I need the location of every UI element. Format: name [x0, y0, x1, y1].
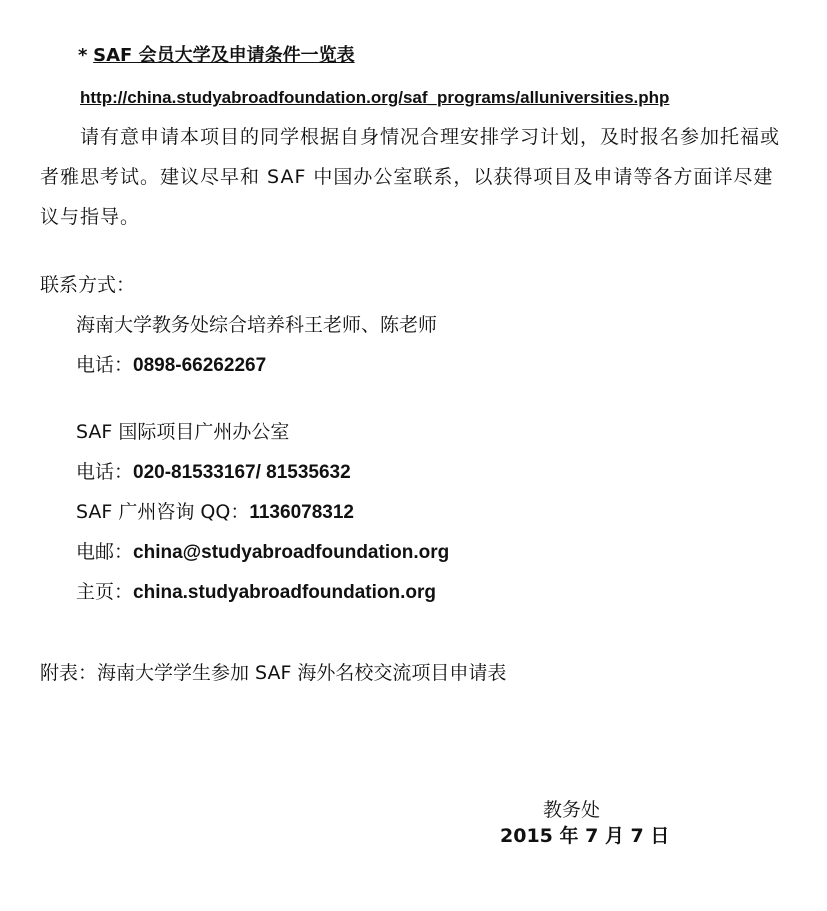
hainan-phone-value: 0898-66262267	[133, 355, 267, 376]
reference-url-link[interactable]: http://china.studyabroadfoundation.org/saf_programs/alluniversities.php	[80, 88, 670, 107]
saf-homepage-label: 主页：	[76, 581, 134, 603]
signature-department: 教务处	[543, 799, 601, 821]
advice-paragraph: 请有意申请本项目的同学根据自身情况合理安排学习计划，及时报名参加托福或者雅思考试。建议尽早和 SAF 中国办公室联系，以获得项目及申请等各方面详尽建议与指导。	[40, 126, 781, 228]
hainan-phone-label: 电话：	[76, 354, 134, 376]
reference-title-link[interactable]: SAF 会员大学及申请条件一览表	[93, 45, 355, 66]
hainan-office: 海南大学教务处综合培养科王老师、陈老师	[76, 314, 438, 336]
saf-phone-value: 020-81533167/ 81535632	[133, 462, 351, 483]
saf-email-label: 电邮：	[76, 541, 134, 563]
reference-asterisk: *	[78, 45, 88, 66]
saf-homepage-line	[76, 580, 436, 605]
reference-title-line	[78, 44, 355, 68]
saf-email-line	[76, 540, 449, 565]
attachment-label: 附表：	[40, 662, 98, 684]
contact-heading: 联系方式：	[40, 274, 136, 296]
saf-email-value[interactable]: china@studyabroadfoundation.org	[133, 542, 450, 563]
hainan-phone-line	[76, 353, 266, 378]
attachment-line	[40, 661, 506, 685]
attachment-text: 海南大学学生参加 SAF 海外名校交流项目申请表	[97, 662, 507, 684]
saf-office: SAF 国际项目广州办公室	[76, 421, 290, 443]
saf-qq-label: SAF 广州咨询 QQ：	[76, 501, 250, 523]
saf-phone-line	[76, 460, 351, 485]
saf-phone-label: 电话：	[76, 461, 134, 483]
saf-qq-line	[76, 500, 354, 525]
saf-qq-value: 1136078312	[249, 502, 354, 523]
signature-date: 2015 年 7 月 7 日	[500, 825, 670, 847]
saf-homepage-value[interactable]: china.studyabroadfoundation.org	[133, 582, 436, 603]
